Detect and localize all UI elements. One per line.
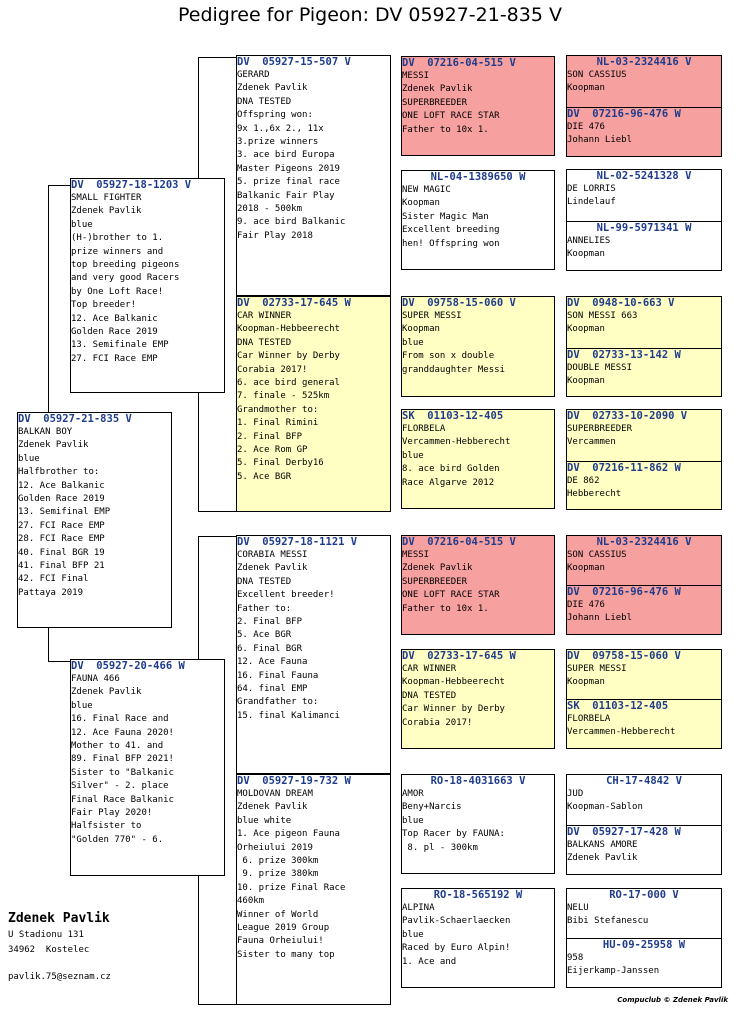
pigeon-info: DOUBLE MESSI Koopman xyxy=(567,363,633,387)
great-grandparent-pair xyxy=(566,296,722,397)
breeder-email[interactable]: pavlik.75@seznam.cz xyxy=(8,972,111,982)
ring-number: RO-18-4031663 V xyxy=(430,775,526,787)
breeder-info xyxy=(8,910,208,985)
pigeon-info: NEW MAGIC Koopman Sister Magic Man Excellent breeding hen! Offspring won xyxy=(402,185,500,249)
dsd-card[interactable] xyxy=(401,649,555,749)
pigeon-info: SMALL FIGHTER Zdenek Pavlik blue (H-)brother to 1. prize winners and top breeding pigeons and very good Racers by One Loft Race! Top breeder! 12. Ace Balkanic Golden Race 2019 13. Semifinale EMP 27. FCI Race EMP xyxy=(71,193,180,364)
ancestor-entry[interactable] xyxy=(567,825,721,875)
ring-number: DV 05927-18-1203 V xyxy=(71,179,192,191)
sire-sire-card[interactable] xyxy=(236,55,391,296)
breeder-address: U Stadionu 131 34962 Kostelec xyxy=(8,930,90,955)
connector-line xyxy=(48,628,49,661)
ancestor-entry[interactable] xyxy=(567,297,721,348)
ring-number: DV 02733-13-142 W xyxy=(567,349,681,361)
ring-number: DV 07216-04-515 V xyxy=(402,536,516,548)
pigeon-info: ALPINA Pavlik-Schaerlaecken blue Raced by Euro Alpin! 1. Ace and xyxy=(402,903,511,967)
pigeon-info: FAUNA 466 Zdenek Pavlik blue 16. Final Race and 12. Ace Fauna 2020! Mother to 41. and 89. Final BFP 2021! Sister to "Balkanic Silver" - 2. place Final Race Balkanic Fair Play 2020! Halfsister to "Golden 770" - 6. xyxy=(71,674,174,845)
ring-number: DV 02733-10-2090 V xyxy=(567,410,688,422)
ancestor-entry[interactable] xyxy=(567,107,721,157)
pigeon-info: BALKAN BOY Zdenek Pavlik blue Halfbrother to: 12. Ace Balkanic Golden Race 2019 13. Semifinal EMP 27. FCI Race EMP 28. FCI Race EMP 40. Final BGR 19 41. Final BFP 21 42. FCI Final Pattaya 2019 xyxy=(18,427,111,598)
ring-number: NL-99-5971341 W xyxy=(596,222,692,234)
ring-number: DV 0948-10-663 V xyxy=(567,297,675,309)
ring-number: SK 01103-12-405 xyxy=(402,410,504,422)
pigeon-info: DE LORRIS Lindelauf xyxy=(567,184,616,208)
great-grandparent-pair xyxy=(566,888,722,988)
pigeon-info: NELU Bibi Stefanescu xyxy=(567,903,649,927)
ancestor-entry[interactable] xyxy=(567,410,721,461)
ring-number: DV 02733-17-645 W xyxy=(402,650,516,662)
dss-card[interactable] xyxy=(401,535,555,635)
pigeon-info: SON MESSI 663 Koopman xyxy=(567,311,638,335)
pigeon-info: DIE 476 Johann Liebl xyxy=(567,122,633,146)
ancestor-entry[interactable] xyxy=(567,775,721,825)
pigeon-info: JUD Koopman-Sablon xyxy=(567,789,643,813)
pigeon-info: DIE 476 Johann Liebl xyxy=(567,600,633,624)
ring-number: NL-03-2324416 V xyxy=(596,56,692,68)
ring-number: DV 07216-04-515 V xyxy=(402,57,516,69)
ring-number: DV 09758-15-060 V xyxy=(402,297,516,309)
pigeon-info: AMOR Beny+Narcis blue Top Racer by FAUNA: 8. pl - 300km xyxy=(402,789,505,853)
pigeon-info: ANNELIES Koopman xyxy=(567,236,611,260)
pigeon-info: MESSI Zdenek Pavlik SUPERBREEDER ONE LOFT RACE STAR Father to 10x 1. xyxy=(402,550,500,614)
ring-number: DV 05927-21-835 V xyxy=(18,413,132,425)
ring-number: DV 07216-96-476 W xyxy=(567,108,681,120)
pigeon-info: BALKANS AMORE Zdenek Pavlik xyxy=(567,840,638,864)
pigeon-info: DE 862 Hebberecht xyxy=(567,476,622,500)
dam-card[interactable] xyxy=(70,659,225,876)
ring-number: DV 07216-96-476 W xyxy=(567,586,681,598)
ring-number: DV 05927-17-428 W xyxy=(567,826,681,838)
footer-credit: Compuclub © Zdenek Pavlik xyxy=(617,996,728,1004)
great-grandparent-pair xyxy=(566,649,722,749)
connector-line xyxy=(198,57,236,58)
great-grandparent-pair xyxy=(566,169,722,271)
ring-number: DV 05927-18-1121 V xyxy=(237,536,358,548)
connector-line xyxy=(198,1004,236,1005)
ring-number: RO-17-000 V xyxy=(609,889,679,901)
ancestor-entry[interactable] xyxy=(567,56,721,107)
ancestor-entry[interactable] xyxy=(567,461,721,510)
pigeon-info: FLORBELA Vercammen-Hebberecht blue 8. ace bird Golden Race Algarve 2012 xyxy=(402,424,511,488)
ring-number: NL-03-2324416 V xyxy=(596,536,692,548)
page-title: Pedigree for Pigeon: DV 05927-21-835 V xyxy=(178,4,562,26)
ring-number: DV 09758-15-060 V xyxy=(567,650,681,662)
ancestor-entry[interactable] xyxy=(567,221,721,271)
pigeon-info: MESSI Zdenek Pavlik SUPERBREEDER ONE LOFT RACE STAR Father to 10x 1. xyxy=(402,71,500,135)
connector-line xyxy=(48,185,70,186)
pigeon-info: SUPERBREEDER Vercammen xyxy=(567,424,633,448)
ancestor-entry[interactable] xyxy=(567,585,721,635)
ancestor-entry[interactable] xyxy=(567,170,721,221)
ring-number: DV 02733-17-645 W xyxy=(237,297,351,309)
connector-line xyxy=(198,393,199,511)
great-grandparent-pair xyxy=(566,535,722,635)
ring-number: DV 05927-15-507 V xyxy=(237,56,351,68)
ring-number: DV 05927-19-732 W xyxy=(237,775,351,787)
ring-number: HU-09-25958 W xyxy=(602,939,686,951)
breeder-name: Zdenek Pavlik xyxy=(8,911,110,926)
pigeon-info: FLORBELA Vercammen-Hebberecht xyxy=(567,714,676,738)
subject-pigeon-card[interactable] xyxy=(17,412,172,628)
pigeon-info: SUPER MESSI Koopman xyxy=(567,664,627,688)
ring-number: DV 05927-20-466 W xyxy=(71,660,185,672)
great-grandparent-pair xyxy=(566,774,722,875)
pigeon-info: SUPER MESSI Koopman blue From son x double granddaughter Messi xyxy=(402,311,505,375)
ring-number: DV 07216-11-862 W xyxy=(567,462,681,474)
dam-sire-card[interactable] xyxy=(236,535,391,774)
ancestor-entry[interactable] xyxy=(567,938,721,988)
sire-dam-card[interactable] xyxy=(236,296,391,512)
ancestor-entry[interactable] xyxy=(567,348,721,397)
ancestor-entry[interactable] xyxy=(567,889,721,938)
ancestor-entry[interactable] xyxy=(567,650,721,699)
ring-number: SK 01103-12-405 xyxy=(567,700,669,712)
great-grandparent-pair xyxy=(566,409,722,510)
ring-number: RO-18-565192 W xyxy=(433,889,523,901)
pigeon-info: 958 Eijerkamp-Janssen xyxy=(567,953,660,977)
ring-number: NL-02-5241328 V xyxy=(596,170,692,182)
connector-line xyxy=(198,536,236,537)
pigeon-info: GERARD Zdenek Pavlik DNA TESTED Offspring won: 9x 1.,6x 2., 11x 3.prize winners 3. ace bird Europa Master Pigeons 2019 5. prize final race Balkanic Fair Play 2018 - 500km 9. ace bird Balkanic Fair Play 2018 xyxy=(237,70,346,241)
pigeon-info: MOLDOVAN DREAM Zdenek Pavlik blue white 1. Ace pigeon Fauna Orheiului 2019 6. prize 300km 9. prize 380km 10. prize Final Race 460km Winner of World League 2019 Group Fauna Orheiului! Sister to many top xyxy=(237,789,346,960)
ddd-card[interactable] xyxy=(401,888,555,988)
ring-number: NL-04-1389650 W xyxy=(430,171,526,183)
sdd-card[interactable] xyxy=(401,409,555,509)
connector-line xyxy=(48,185,49,412)
sss-card[interactable] xyxy=(401,56,555,156)
sds-card[interactable] xyxy=(401,296,555,397)
connector-line xyxy=(198,57,199,181)
ring-number: CH-17-4842 V xyxy=(606,775,682,787)
pigeon-info: CORABIA MESSI Zdenek Pavlik DNA TESTED Excellent breeder! Father to: 2. Final BFP 5. Ace BGR 6. Final BGR 12. Ace Fauna 16. Final Fauna 64. final EMP Grandfather to: 15. final Kalimanci xyxy=(237,550,340,721)
ancestor-entry[interactable] xyxy=(567,699,721,749)
connector-line xyxy=(48,661,70,662)
dam-dam-card[interactable] xyxy=(236,774,391,1005)
ancestor-entry[interactable] xyxy=(567,536,721,585)
dds-card[interactable] xyxy=(401,774,555,874)
connector-line xyxy=(198,536,199,659)
ssd-card[interactable] xyxy=(401,170,555,270)
pigeon-info: SON CASSIUS Koopman xyxy=(567,70,627,94)
pigeon-info: SON CASSIUS Koopman xyxy=(567,550,627,574)
pigeon-info: CAR WINNER Koopman-Hebbeerecht DNA TESTED Car Winner by Derby Corabia 2017! xyxy=(402,664,505,728)
connector-line xyxy=(198,511,236,512)
sire-card[interactable] xyxy=(70,178,225,393)
great-grandparent-pair xyxy=(566,55,722,157)
pigeon-info: CAR WINNER Koopman-Hebbeerecht DNA TESTED Car Winner by Derby Corabia 2017! 6. ace bird general 7. finale - 525km Grandmother to: 1. Final Rimini 2. Final BFP 2. Ace Rom GP 5. Final Derby16 5. Ace BGR xyxy=(237,311,340,482)
